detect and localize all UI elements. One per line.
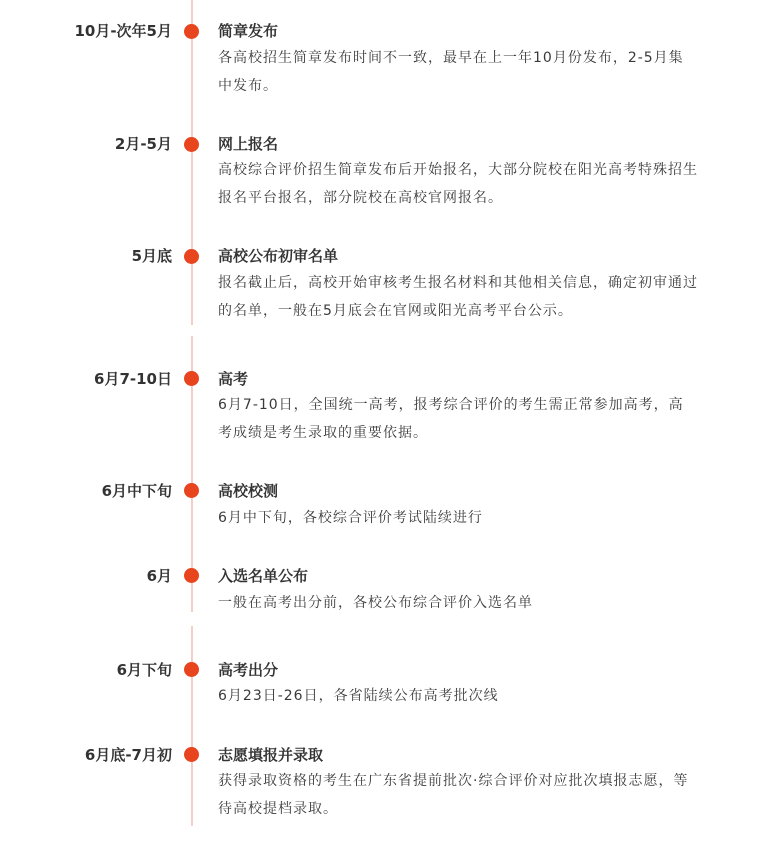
event-date: 6月7-10日 [94, 370, 172, 388]
event-date: 10月-次年5月 [74, 22, 172, 40]
timeline-axis [191, 626, 193, 826]
event-description: 一般在高考出分前，各校公布综合评价入选名单 [218, 595, 533, 611]
event-date: 6月底-7月初 [84, 746, 172, 764]
event-description: 各高校招生简章发布时间不一致，最早在上一年10月份发布，2-5月集中发布。 [218, 50, 684, 94]
timeline-dot-icon [184, 747, 199, 762]
timeline-dot-icon [184, 483, 199, 498]
event-date: 6月中下旬 [101, 482, 172, 500]
timeline-axis [191, 0, 193, 325]
event-description: 6月7-10日，全国统一高考，报考综合评价的考生需正常参加高考，高考成绩是考生录取的重要依据。 [218, 397, 684, 441]
event-date: 6月下旬 [116, 661, 172, 679]
event-description: 获得录取资格的考生在广东省提前批次·综合评价对应批次填报志愿，等待高校提档录取。 [218, 773, 689, 817]
event-date: 5月底 [131, 247, 172, 265]
event-title: 高校公布初审名单 [218, 247, 339, 265]
event-description: 报名截止后，高校开始审核考生报名材料和其他相关信息，确定初审通过的名单，一般在5月底会在官网或阳光高考平台公示。 [218, 275, 698, 319]
event-date: 2月-5月 [114, 135, 172, 153]
event-title: 高考出分 [218, 661, 279, 679]
event-title: 入选名单公布 [218, 567, 309, 585]
timeline-dot-icon [184, 24, 199, 39]
event-title: 简章发布 [218, 22, 279, 40]
event-title: 高校校测 [218, 482, 279, 500]
timeline-dot-icon [184, 568, 199, 583]
event-description: 6月中下旬，各校综合评价考试陆续进行 [218, 510, 483, 526]
event-title: 网上报名 [218, 135, 279, 153]
event-date: 6月 [146, 567, 172, 585]
timeline-dot-icon [184, 662, 199, 677]
event-title: 志愿填报并录取 [218, 746, 324, 764]
timeline-dot-icon [184, 137, 199, 152]
timeline-dot-icon [184, 249, 199, 264]
event-description: 6月23日-26日，各省陆续公布高考批次线 [218, 688, 499, 704]
timeline-dot-icon [184, 371, 199, 386]
event-title: 高考 [218, 370, 249, 388]
event-description: 高校综合评价招生简章发布后开始报名，大部分院校在阳光高考特殊招生报名平台报名，部分院校在高校官网报名。 [218, 162, 698, 206]
